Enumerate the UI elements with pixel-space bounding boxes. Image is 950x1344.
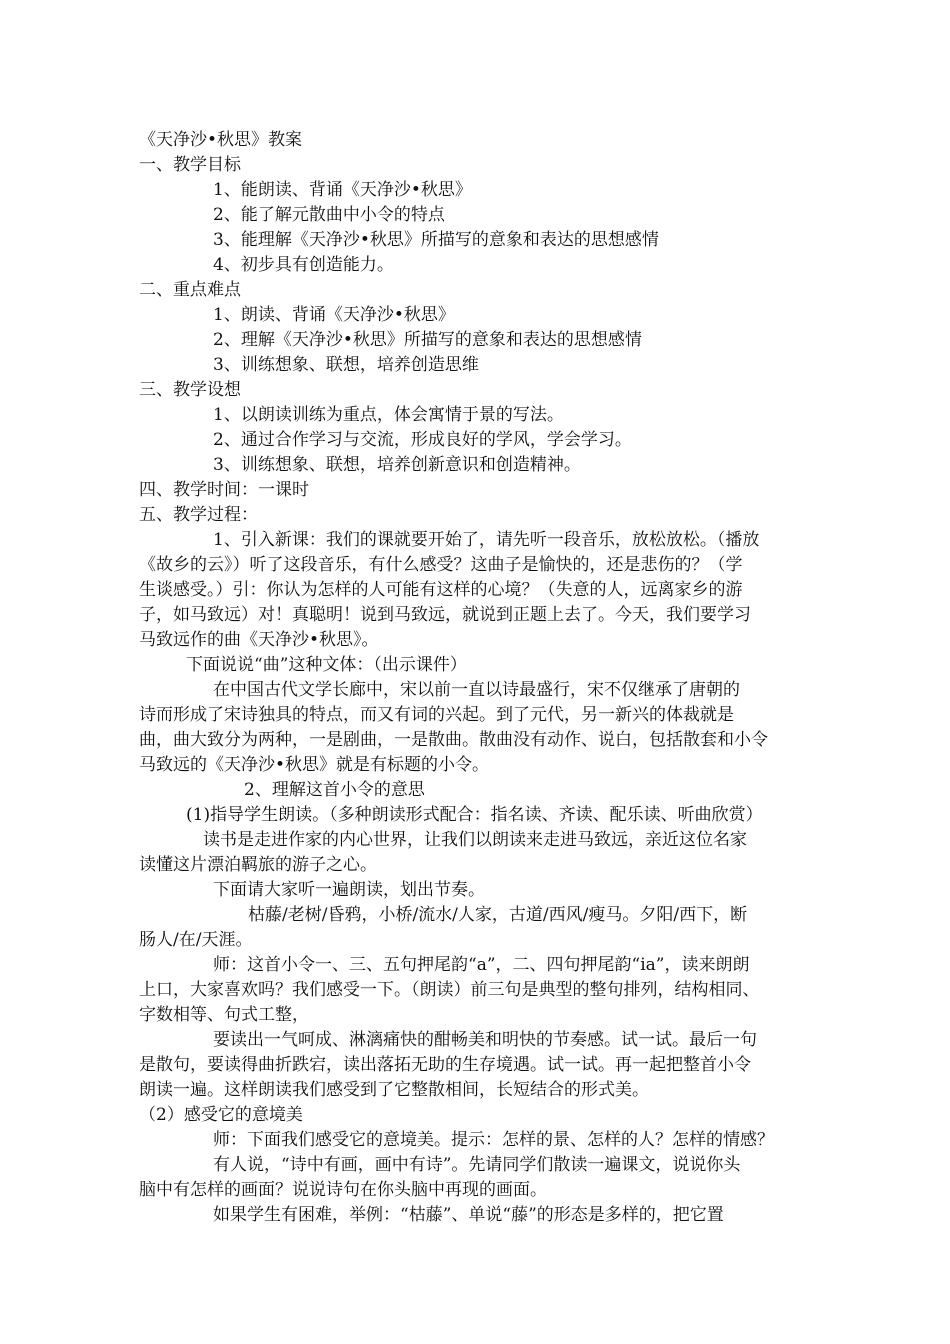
poem-rhythm-line: 枯藤/老树/昏鸦，小桥/流水/人家，古道/西风/瘦马。夕阳/西下，断 <box>248 905 748 925</box>
paragraph-line: 下面请大家听一遍朗读，划出节奏。 <box>213 880 485 900</box>
subsection-heading: (1)指导学生朗读。（多种朗读形式配合：指名读、齐读、配乐读、听曲欣赏） <box>186 805 763 825</box>
section-heading: 四、教学时间：一课时 <box>139 480 309 500</box>
paragraph-line: 马致远的《天净沙•秋思》就是有标题的小令。 <box>139 755 490 775</box>
list-item: 3、能理解《天净沙•秋思》所描写的意象和表达的思想感情 <box>213 230 659 250</box>
list-item: 2、通过合作学习与交流，形成良好的学风，学会学习。 <box>213 430 632 450</box>
paragraph-line: 读书是走进作家的内心世界，让我们以朗读来走进马致远，亲近这位名家 <box>203 830 747 850</box>
poem-rhythm-line: 肠人/在/天涯。 <box>139 930 253 950</box>
list-item: 4、初步具有创造能力。 <box>213 255 394 275</box>
section-heading: 一、教学目标 <box>139 155 241 175</box>
list-item: 1、朗读、背诵《天净沙•秋思》 <box>213 305 455 325</box>
paragraph-line: 有人说，“诗中有画，画中有诗”。先请同学们散读一遍课文，说说你头 <box>213 1155 741 1175</box>
list-item: 2、理解《天净沙•秋思》所描写的意象和表达的思想感情 <box>213 330 642 350</box>
paragraph-line: 是散句，要读得曲折跌宕，读出落拓无助的生存境遇。试一试。再一起把整首小令 <box>139 1055 751 1075</box>
list-item: 3、训练想象、联想，培养创新意识和创造精神。 <box>213 455 581 475</box>
paragraph-line: 要读出一气呵成、淋漓痛快的酣畅美和明快的节奏感。试一试。最后一句 <box>213 1030 757 1050</box>
section-heading: 五、教学过程： <box>139 505 258 525</box>
paragraph-line: 下面说说“曲”这种文体：（出示课件） <box>186 655 467 675</box>
paragraph-line: 读懂这片漂泊羁旅的游子之心。 <box>139 855 377 875</box>
paragraph-line: 诗而形成了宋诗独具的特点，而又有词的兴起。到了元代，另一新兴的体裁就是 <box>139 705 734 725</box>
paragraph-line: 如果学生有困难，举例：“枯藤”、单说“藤”的形态是多样的，把它置 <box>213 1205 724 1225</box>
paragraph-line: 1、引入新课：我们的课就要开始了，请先听一段音乐，放松放松。（播放 <box>213 530 760 550</box>
paragraph-line: 在中国古代文学长廊中，宋以前一直以诗最盛行，宋不仅继承了唐朝的 <box>213 680 740 700</box>
list-item: 2、能了解元散曲中小令的特点 <box>213 205 445 225</box>
paragraph-line: 曲，曲大致分为两种，一是剧曲，一是散曲。散曲没有动作、说白，包括散套和小令 <box>139 730 768 750</box>
list-item: 1、以朗读训练为重点，体会寓情于景的写法。 <box>213 405 564 425</box>
paragraph-line: 《故乡的云》）听了这段音乐，有什么感受？这曲子是愉快的，还是悲伤的？（学 <box>139 555 743 575</box>
list-item: 3、训练想象、联想，培养创造思维 <box>213 355 479 375</box>
paragraph-line: 子，如马致远）对！真聪明！说到马致远，就说到正题上去了。今天，我们要学习 <box>139 605 751 625</box>
list-item: 1、能朗读、背诵《天净沙•秋思》 <box>213 180 472 200</box>
paragraph-line: 脑中有怎样的画面？说说诗句在你头脑中再现的画面。 <box>139 1180 547 1200</box>
step-heading: 2、理解这首小令的意思 <box>244 780 425 800</box>
paragraph-line: 字数相等、句式工整， <box>139 1005 309 1025</box>
paragraph-line: 师：下面我们感受它的意境美。提示：怎样的景、怎样的人？怎样的情感？ <box>213 1130 774 1150</box>
section-heading: 二、重点难点 <box>139 280 241 300</box>
paragraph-line: 上口，大家喜欢吗？我们感受一下。（朗读）前三句是典型的整句排列，结构相同、 <box>139 980 760 1000</box>
subsection-heading: （2）感受它的意境美 <box>139 1105 303 1125</box>
section-heading: 三、教学设想 <box>139 380 241 400</box>
paragraph-line: 朗读一遍。这样朗读我们感受到了它整散相间，长短结合的形式美。 <box>139 1080 649 1100</box>
paragraph-line: 马致远作的曲《天净沙•秋思》。 <box>139 630 379 650</box>
paragraph-line: 生谈感受。）引：你认为怎样的人可能有这样的心境？（失意的人，远离家乡的游 <box>139 580 743 600</box>
document-title: 《天净沙•秋思》教案 <box>139 130 303 150</box>
paragraph-line: 师：这首小令一、三、五句押尾韵“a”，二、四句押尾韵“ia”，读来朗朗 <box>213 955 750 975</box>
